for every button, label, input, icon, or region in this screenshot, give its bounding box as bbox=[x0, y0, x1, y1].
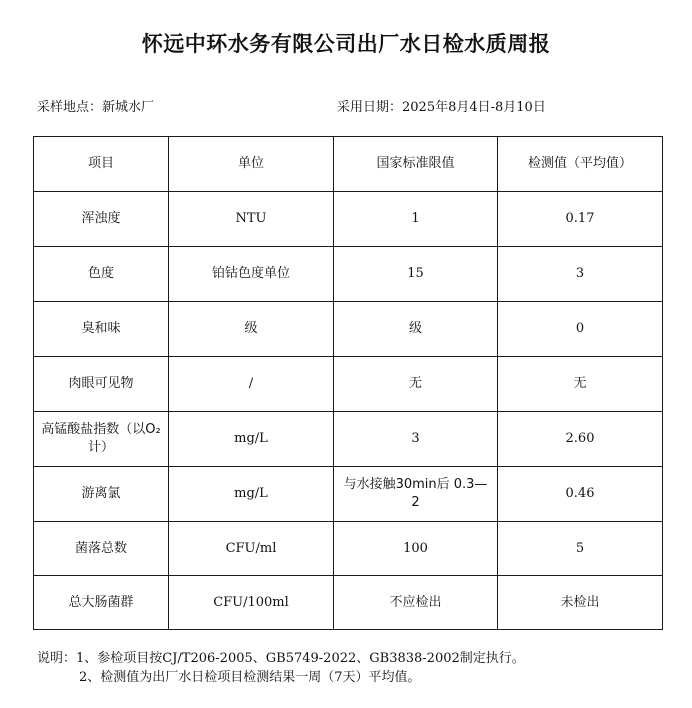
row-item: 浑浊度 bbox=[34, 192, 169, 247]
row-item: 臭和味 bbox=[34, 302, 169, 357]
table-row bbox=[34, 247, 663, 302]
row-value: 0.17 bbox=[498, 192, 663, 247]
row-value: 0 bbox=[498, 302, 663, 357]
row-limit: 3 bbox=[334, 412, 498, 467]
header-limit: 国家标准限值 bbox=[334, 137, 498, 192]
row-limit: 1 bbox=[334, 192, 498, 247]
row-value: 3 bbox=[498, 247, 663, 302]
row-limit: 100 bbox=[334, 522, 498, 576]
row-value: 5 bbox=[498, 522, 663, 576]
row-unit: CFU/ml bbox=[169, 522, 334, 576]
row-unit: 铂钴色度单位 bbox=[169, 247, 334, 302]
water-quality-table bbox=[33, 136, 663, 630]
row-item: 总大肠菌群 bbox=[34, 576, 169, 630]
row-limit: 无 bbox=[334, 357, 498, 412]
row-value: 无 bbox=[498, 357, 663, 412]
report-title: 怀远中环水务有限公司出厂水日检水质周报 bbox=[141, 32, 551, 56]
note-line-2: 2、检测值为出厂水日检项目检测结果一周（7天）平均值。 bbox=[79, 670, 421, 685]
table-header-row bbox=[34, 137, 663, 192]
header-item: 项目 bbox=[34, 137, 169, 192]
table-row bbox=[34, 522, 663, 576]
sampling-date-range: 采用日期：2025年8月4日-8月10日 bbox=[337, 100, 546, 115]
row-unit: / bbox=[169, 357, 334, 412]
header-unit: 单位 bbox=[169, 137, 334, 192]
table-row bbox=[34, 192, 663, 247]
row-value: 2.60 bbox=[498, 412, 663, 467]
note-line-1: 说明：1、参检项目按CJ/T206-2005、GB5749-2022、GB3838-2002制定执行。 bbox=[37, 651, 525, 666]
table-row bbox=[34, 576, 663, 630]
row-limit: 不应检出 bbox=[334, 576, 498, 630]
table-row bbox=[34, 467, 663, 522]
row-unit: CFU/100ml bbox=[169, 576, 334, 630]
row-limit: 15 bbox=[334, 247, 498, 302]
table-row bbox=[34, 357, 663, 412]
row-limit: 与水接触30min后 0.3—2 bbox=[334, 467, 498, 522]
row-item: 色度 bbox=[34, 247, 169, 302]
row-unit: mg/L bbox=[169, 412, 334, 467]
row-unit: mg/L bbox=[169, 467, 334, 522]
row-unit: 级 bbox=[169, 302, 334, 357]
row-item: 肉眼可见物 bbox=[34, 357, 169, 412]
row-unit: NTU bbox=[169, 192, 334, 247]
row-value: 0.46 bbox=[498, 467, 663, 522]
row-item: 游离氯 bbox=[34, 467, 169, 522]
report-notes bbox=[37, 649, 525, 687]
table-row bbox=[34, 302, 663, 357]
header-value: 检测值（平均值） bbox=[498, 137, 663, 192]
row-item: 高锰酸盐指数（以O₂计） bbox=[34, 412, 169, 467]
table-row bbox=[34, 412, 663, 467]
sampling-location: 采样地点：新城水厂 bbox=[37, 100, 155, 115]
row-limit: 级 bbox=[334, 302, 498, 357]
row-value: 未检出 bbox=[498, 576, 663, 630]
row-item: 菌落总数 bbox=[34, 522, 169, 576]
